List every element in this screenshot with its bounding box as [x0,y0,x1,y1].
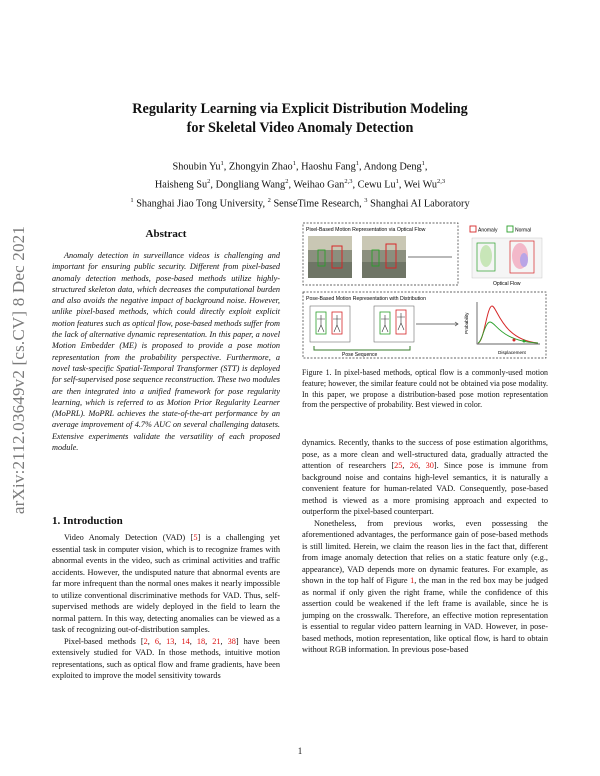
author-name: Andong Deng [363,161,422,173]
distribution-point [513,339,516,342]
citation-link[interactable]: 6 [154,636,159,646]
author-affiliation-mark: 2,3 [437,178,446,186]
right-paragraph-2 [302,518,548,656]
citation-link[interactable]: 2 [143,636,148,646]
citation-link[interactable]: 26 [409,461,419,470]
legend-anomaly-label: Anomaly [478,227,498,234]
section-heading-introduction: 1. Introduction [52,515,123,527]
right-paragraph-1: dynamics. Recently, thanks to the success of pose estimation algorithms, pose, as a more clean and well-structured data, gradually attracted the attention of researchers [25, 26, 30]. Since pose is immune from background noise and contains high-level semantics, it is naturally a convenient feature for human-related VAD. Consequently, pose-based method is viewed as a more promising approach and expected to outperform the pixel-based counterpart. [302,438,548,516]
authors-line-1: Shoubin Yu$^1$, Zhongyin Zhao$^1$, Haoshu Fang$^1$, Andong Deng$^1$, [172,160,428,173]
author-name: Zhongyin Zhao [228,161,293,173]
pose-sequence-label: Pose Sequence [342,352,378,358]
intro-text: Pixel-based methods [ [64,636,144,646]
citation-link[interactable]: 30 [425,461,434,470]
affiliation-number: 1 [130,196,134,204]
citation-link[interactable]: 18 [196,636,206,646]
bottom-panel-title: Pose-Based Motion Representation with Distribution [306,296,426,302]
figure-reference-link[interactable]: 1 [410,576,415,585]
affiliation-name: SenseTime Research [273,198,360,210]
citation-link[interactable]: 5 [193,533,198,542]
body-text: Nonetheless, from previous works, even possessing the aforementioned advantages, the performance gain of pose-based methods is still limited. Herein, we claim the reason lies in the fact that, different from image anomaly detection that relies on a static feature only (e.g., appearance), VAD depends more on dynamic features. For example, as shown in the top half of Figure [302,518,548,585]
citation-link[interactable]: 14 [181,636,190,646]
citation-link[interactable]: 25 [394,461,403,470]
author-name: Haisheng Su [154,179,208,191]
affiliation-name: Shanghai AI Laboratory [370,198,470,210]
body-text: dynamics. Recently, thanks to the success of pose estimation algorithms, pose, as a more clean and well-structured data, gradually attracted the attention of researchers [ [302,438,548,470]
frame-ground-region [308,262,352,278]
author-name: Haoshu Fang [301,161,356,173]
body-text: ]. Since pose is immune from background noise and contains high-level semantics, it is naturally a convenient feature for human-related VAD. Consequently, pose-based method is viewed as a more promising approach and expected to outperform the pixel-based counterpart. [302,461,548,516]
displacement-axis-label: Displacement [498,350,526,355]
legend-normal-swatch [507,226,513,232]
introduction-right-column [302,437,548,656]
author-affiliation-mark: 2 [285,178,289,186]
title-line-1: Regularity Learning via Explicit Distribution Modeling [132,101,468,117]
frame-sky-region [308,236,352,250]
frame-ground-region [362,262,406,278]
author-affiliation-mark: 2 [207,178,211,186]
author-affiliation-mark: 1 [355,160,359,167]
intro-paragraph-1 [52,532,280,636]
arxiv-id-text: arXiv:2112.03649v2 [cs.CV] 8 Dec 2021 [9,225,29,515]
distribution-point [523,340,526,343]
affiliation-number: 2 [267,196,271,204]
citation-link[interactable]: 38 [227,636,236,646]
citation-link[interactable]: 13 [166,636,175,646]
affiliations-line: $^1$ Shanghai Jiao Tong University, $^2$ SenseTime Research, $^3$ Shanghai AI Laboratory [130,196,470,210]
top-panel-title: Pixel-Based Motion Representation via Optical Flow [306,227,426,233]
author-affiliation-mark: 2,3 [344,178,353,186]
abstract-paragraph: Anomaly detection in surveillance videos is challenging and important for ensuring public security. Different from pixel-based anomaly detection methods, pose-based methods utilize highly-structured skeleton data, which decreases the computational burden and also avoids the negative impact of background noise. However, unlike pixel-based methods, which could directly exploit explicit motion features such as optical flow, pose-based methods suffer from the lack of alternative dynamic representation. In this paper, a novel Motion Embedder (ME) is proposed to provide a pose motion representation from the probability perspective. Furthermore, a novel task-specific Spatial-Temporal Transformer (STT) is deployed for self-supervised pose sequence reconstruction. These two modules are then integrated into a unified framework for pose regularity learning, which is referred to as Motion Prior Regularity Learner (MoPRL). MoPRL achieves the state-of-the-art performance by an average improvement of 4.7% AUC on several challenging datasets. Extensive experiments validate the versatility of each proposed module. [52,251,280,453]
figure-1 [302,222,548,360]
paper-title [60,100,540,138]
flow-blob [480,245,492,267]
normal-distribution-curve [478,322,538,343]
frame-sky-region [362,236,406,250]
affiliation-name: Shanghai Jiao Tong University [136,198,263,210]
author-affiliation-mark: 1 [421,160,425,167]
author-affiliation-mark: 1 [220,160,224,167]
legend-anomaly-swatch [470,226,476,232]
distribution-axes [477,302,540,344]
author-name: Shoubin Yu [172,161,221,173]
author-name: Wei Wu [403,179,438,191]
legend-normal-label: Normal [515,227,532,234]
citation-link[interactable]: 21 [212,636,221,646]
body-text: , the man in the red box may be judged as normal if only given the right frame, while the confidence of this assertion could be weakened if the left frame is available, since he is jumping on the crosswalk. Therefore, an effective motion representation is essential to regular video pattern learning in VAD. However, in pose-based methods, motion representation, like optical flow, is hard to obtain without RGB information. In previous pose-based [302,576,548,654]
affiliation-number: 3 [364,196,368,204]
author-name: Cewu Lu [357,179,396,191]
introduction-left-column [52,532,280,682]
intro-text: Video Anomaly Detection (VAD) [ [64,533,194,542]
arxiv-identifier [6,180,32,560]
abstract-heading: Abstract [145,228,187,240]
optical-flow-label: Optical Flow [493,281,521,287]
author-affiliation-mark: 1 [292,160,296,167]
author-block [60,156,540,211]
flow-blob [520,253,528,267]
probability-axis-label: Probability [464,312,469,334]
author-name: Weihao Gan [293,179,345,191]
title-line-2: for Skeletal Video Anomaly Detection [186,120,414,136]
author-name: Dongliang Wang [215,179,286,191]
figure-1-diagram [302,222,548,360]
intro-text: ] is a challenging yet essential task in computer vision, which is to recognize frames with abnormal events in the video, such as criminal activities and traffic accidents. However, the undisputed nature that abnormal events are far more infrequent than the normal ones makes it nearly impossible to utilize conventional discriminative methods for VAD. Thus, self-supervised methods are widely deployed in the field to learn the normal pattern. In this way, detecting anomalies can be viewed as a task of recognizing out-of-distribution samples. [52,533,280,634]
authors-line-2: Haisheng Su$^2$, Dongliang Wang$^2$, Weihao Gan$^{2,3}$, Cewu Lu$^1$, Wei Wu$^{2,3}$ [154,178,446,191]
intro-paragraph-2: Pixel-based methods [2, 6, 13, 14, 18, 21, 38] have been extensively studied for VAD. In those methods, intuitive motion representations, such as optical flow and frame gradients, have been exploited to improve the model sensitivity towards [52,636,280,680]
author-affiliation-mark: 1 [395,178,399,186]
figure-1-caption: Figure 1. In pixel-based methods, optical flow is a commonly-used motion feature; however, the similar feature could not be obtained via pose modality. In this paper, we propose a distribution-based pose motion representation from the perspective of probability. Best viewed in color. [302,368,548,410]
pose-sequence-bracket [314,346,410,350]
abstract-body [52,250,280,453]
page-number: 1 [297,746,303,756]
intro-text: ] have been extensively studied for VAD. In those methods, intuitive motion representations, such as optical flow and frame gradients, have been exploited to improve the model sensitivity towards [52,636,280,680]
